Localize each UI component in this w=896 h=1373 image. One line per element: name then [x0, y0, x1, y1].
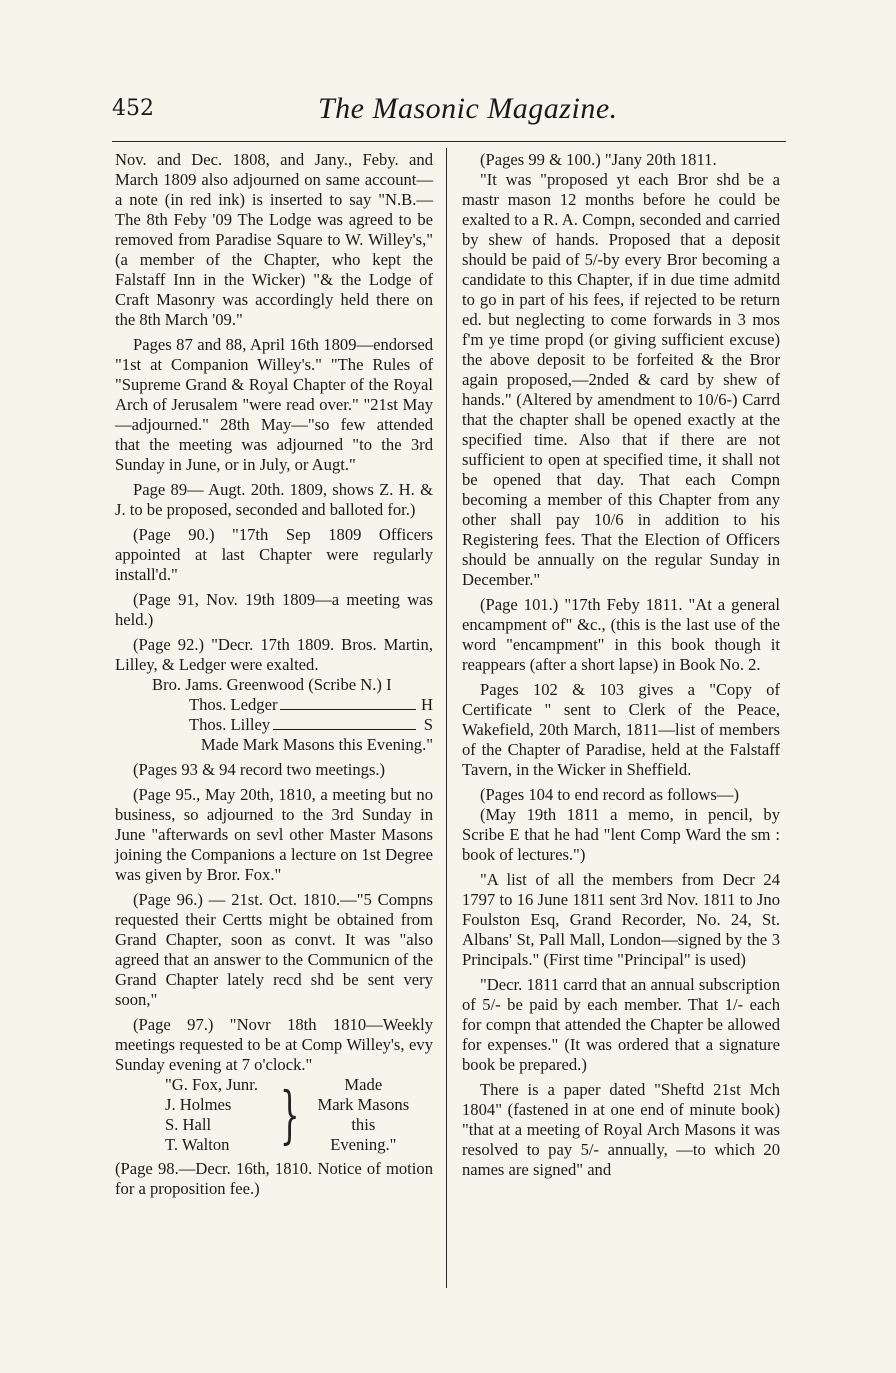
paragraph: There is a paper dated "Sheftd 21st Mch 1804" (fastened in at one end of minute book) "that at a meeting of Royal Arch Masons it was resolved to pay 5/- annually, —to which 20 names are signed" and	[462, 1080, 780, 1179]
dotted-leader	[273, 715, 416, 730]
header-rule	[112, 141, 786, 142]
mason-name: S. Hall	[165, 1115, 212, 1134]
made-line: this	[351, 1115, 376, 1134]
paragraph: "It was "proposed yt each Bror shd be a mastr mason 12 months before he could be exalted to a R. A. Compn, seconded and carried by shew of hands. Proposed that a deposit should be paid of 5/-by every Bror becoming a candidate to this Chapter, if in due time admitd to go in part of his fees, if rejected to be return ed. but neglecting to come forwards in 3 mos f'm ye time propd (or giving sufficient excuse) the above deposit to be forfeited & the Bror again proposed,—2nded & card by shew of hands." (Altered by amendment to 10/6-) Carrd that the chapter shall be opened exactly at the specified time. Also that if there are not sufficient to open at specified time, it shall not be opened that day. That each Compn becoming a member of this Chapter from any other shall pay 10/6 in addition to his Registering fees. That the Election of Officers should be annually on the regular Sunday in December."	[462, 170, 780, 589]
made-mark-masons	[317, 1075, 409, 1155]
paragraph: (May 19th 1811 a memo, in pencil, by Scribe E that he had "lent Comp Ward the sm : book of lectures.")	[462, 805, 780, 864]
paragraph: (Page 91, Nov. 19th 1809—a meeting was held.)	[115, 590, 433, 629]
paragraph: (Page 92.) "Decr. 17th 1809. Bros. Martin, Lilley, & Ledger were exalted.	[115, 635, 433, 674]
mark-masons-list	[165, 1075, 433, 1155]
paragraph: "Decr. 1811 carrd that an annual subscription of 5/- be paid by each member. That 1/- each for compn that attended the Chapter be allowed for expenses." (It was ordered that a signature book be prepared.)	[462, 975, 780, 1074]
made-line: Mark Masons	[317, 1095, 410, 1114]
paragraph: (Page 96.) — 21st. Oct. 1810.—"5 Compns requested their Certts might be obtained from Grand Chapter, soon as convt. It was "also agreed that an answer to the Communicn of the Grand Chapter lately recd shd be sent very soon,"	[115, 890, 433, 1009]
mason-name: "G. Fox, Junr.	[165, 1075, 258, 1094]
column-divider	[446, 148, 447, 1288]
paragraph: Nov. and Dec. 1808, and Jany., Feby. and March 1809 also adjourned on same account—a note (in red ink) is inserted to say "N.B.—The 8th Feby '09 The Lodge was agreed to be removed from Paradise Square to W. Willey's," (a member of the Chapter, who kept the Falstaff Inn in the Wicker) "& the Lodge of Craft Masonry was accordingly held there on the 8th March '09."	[115, 150, 433, 329]
officers-list	[115, 675, 433, 755]
officer-name: Thos. Lilley	[189, 715, 271, 734]
paragraph: Pages 102 & 103 gives a "Copy of Certificate " sent to Clerk of the Peace, Wakefield, 20th March, 1811—list of members of the Chapter of Paradise, held at the Falstaff Tavern, in the Wicker in Sheffield.	[462, 680, 780, 779]
officer-letter: H	[421, 695, 433, 714]
officer-line	[115, 695, 433, 715]
officer-letter: S	[423, 715, 433, 734]
page-title: The Masonic Magazine.	[318, 92, 618, 125]
paragraph: (Page 98.—Decr. 16th, 1810. Notice of motion for a proposition fee.)	[115, 1159, 433, 1198]
paragraph: (Pages 99 & 100.) "Jany 20th 1811.	[480, 150, 717, 169]
paragraph: (Page 90.) "17th Sep 1809 Officers appointed at last Chapter were regularly install'd."	[115, 525, 433, 584]
paragraph: (Page 101.) "17th Feby 1811. "At a general encampment of" &c., (this is the last use of the word "encampment" in this book though it reappears (after a short lapse) in Book No. 2.	[462, 595, 780, 674]
paragraph: (Page 97.) "Novr 18th 1810—Weekly meetings requested to be at Comp Willey's, evy Sunday evening at 7 o'clock."	[115, 1015, 433, 1074]
mason-names	[165, 1075, 258, 1155]
paragraph: (Page 95., May 20th, 1810, a meeting but no business, so adjourned to the 3rd Sunday in June "afterwards on sevl other Master Masons joining the Companions a lecture on 1st Degree was given by Bror. Fox."	[115, 785, 433, 884]
mason-name: T. Walton	[165, 1135, 230, 1154]
officer-line	[115, 715, 433, 735]
right-column	[462, 150, 780, 1185]
left-column	[115, 150, 433, 1204]
page-number: 452	[112, 96, 154, 121]
paragraph: (Pages 93 & 94 record two meetings.)	[133, 760, 386, 779]
officer-name: Thos. Ledger	[189, 695, 278, 714]
made-line: Made	[344, 1075, 383, 1094]
paragraph: "A list of all the members from Decr 24 1797 to 16 June 1811 sent 3rd Nov. 1811 to Jno Foulston Esq, Grand Recorder, No. 24, St. Albans' St, Pall Mall, London—signed by the 3 Principals." (First time "Principal" is used)	[462, 870, 780, 969]
paragraph: (Pages 104 to end record as follows—)	[480, 785, 739, 804]
dotted-leader	[280, 695, 416, 710]
brace-icon: }	[279, 1078, 300, 1151]
paragraph: Page 89— Augt. 20th. 1809, shows Z. H. & J. to be proposed, seconded and balloted for.)	[115, 480, 433, 519]
made-line: Evening."	[330, 1135, 397, 1154]
mason-name: J. Holmes	[165, 1095, 232, 1114]
officer-line: Made Mark Masons this Evening."	[200, 735, 433, 754]
officer-line: Bro. Jams. Greenwood (Scribe N.) I	[152, 675, 392, 694]
paragraph: Pages 87 and 88, April 16th 1809—endorsed "1st at Companion Willey's." "The Rules of "Supreme Grand & Royal Chapter of the Royal Arch of Jerusalem "were read over." "21st May—adjourned." 28th May—"so few attended that the meeting was adjourned "to the 3rd Sunday in June, or in July, or Augt."	[115, 335, 433, 474]
